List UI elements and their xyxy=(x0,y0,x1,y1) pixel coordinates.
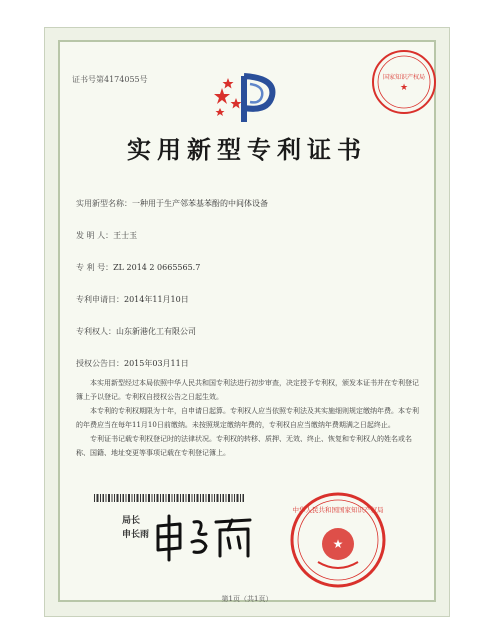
grant-date-label: 授权公告日： xyxy=(76,359,124,368)
utility-model-name-label: 实用新型名称： xyxy=(76,199,132,208)
filing-date-label: 专利申请日： xyxy=(76,295,124,304)
field-patent-number xyxy=(76,262,200,273)
field-grant-date xyxy=(76,358,189,369)
utility-model-name-value: 一种用于生产邻苯基苯酚的中间体设备 xyxy=(132,199,268,208)
seal-large-text: 中华人民共和国国家知识产权局 xyxy=(292,506,384,514)
svg-text:★: ★ xyxy=(399,83,409,93)
official-seal-small xyxy=(370,48,438,116)
patentee-value: 山东新港化工有限公司 xyxy=(116,327,196,336)
certificate-number: 证书号第4174055号 xyxy=(72,75,148,84)
director-title xyxy=(122,514,149,542)
director-signature xyxy=(150,512,260,562)
certificate-title: 实用新型专利证书 xyxy=(127,135,367,164)
patent-number-value: ZL 2014 2 0665565.7 xyxy=(113,263,201,272)
svg-text:★: ★ xyxy=(332,537,344,551)
director-title-line2: 申长雨 xyxy=(122,530,150,540)
grant-date-value: 2015年03月11日 xyxy=(124,359,189,368)
filing-date-value: 2014年11月10日 xyxy=(124,295,189,304)
field-utility-model-name xyxy=(76,198,268,209)
inventor-label: 发 明 人： xyxy=(76,231,114,240)
certificate-body xyxy=(76,376,420,460)
patent-office-logo xyxy=(214,68,284,124)
body-paragraph: 本专利的专利权期限为十年，自申请日起算。专利权人应当依照专利法及其实施细则规定缴纳年费。本专利的年费应当在每年11月10日前缴纳。未按照规定缴纳年费的，专利权自应当缴纳年费期满之日起终止。 xyxy=(76,407,419,429)
body-paragraph: 专利证书记载专利权登记时的法律状况。专利权的转移、质押、无效、终止、恢复和专利权人的姓名或名称、国籍、地址变更等事项记载在专利登记簿上。 xyxy=(76,435,412,457)
patent-number-label: 专 利 号： xyxy=(76,263,114,272)
inventor-value: 王士玉 xyxy=(113,231,138,240)
barcode xyxy=(94,494,244,502)
page-footer: 第1页（共1页） xyxy=(221,595,273,603)
field-inventor xyxy=(76,230,137,241)
director-title-line1: 局长 xyxy=(122,516,141,526)
field-patentee xyxy=(76,326,196,337)
field-filing-date xyxy=(76,294,189,305)
seal-small-text: 国家知识产权局 xyxy=(382,74,426,81)
body-paragraph: 本实用新型经过本局依照中华人民共和国专利法进行初步审查，决定授予专利权，颁发本证书并在专利登记簿上予以登记。专利权自授权公告之日起生效。 xyxy=(76,379,419,401)
official-seal-large xyxy=(288,490,388,590)
patentee-label: 专利权人： xyxy=(76,327,116,336)
